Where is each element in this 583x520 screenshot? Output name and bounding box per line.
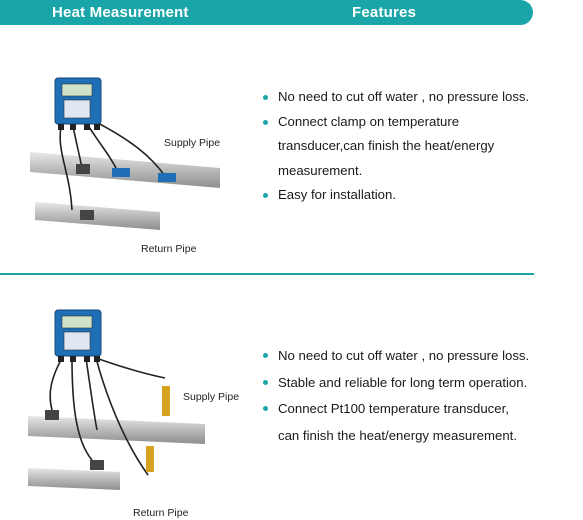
feature-item: Connect Pt100 temperature transducer, can finish the heat/energy measurement. bbox=[262, 396, 529, 449]
supply-pipe-label: Supply Pipe bbox=[164, 137, 221, 149]
temperature-transducer bbox=[112, 168, 130, 177]
return-pipe-label: Return Pipe bbox=[141, 243, 197, 255]
flow-transducer bbox=[45, 410, 59, 420]
feature-list-1 bbox=[262, 85, 529, 208]
feature-item: Connect clamp on temperature transducer,can finish the heat/energy measurement. bbox=[262, 110, 529, 184]
feature-item: Stable and reliable for long term operation. bbox=[262, 370, 529, 397]
return-pipe bbox=[35, 202, 160, 230]
flow-transducer bbox=[76, 164, 90, 174]
supply-pipe-label: Supply Pipe bbox=[183, 391, 240, 403]
feature-list-2 bbox=[262, 343, 529, 449]
header-bar bbox=[0, 0, 533, 25]
return-pipe bbox=[28, 468, 120, 490]
return-transducer bbox=[90, 460, 104, 470]
temperature-transducer bbox=[158, 173, 176, 182]
feature-item: No need to cut off water , no pressure loss. bbox=[262, 85, 529, 110]
pt100-sensor bbox=[146, 446, 154, 472]
flow-meter-device bbox=[55, 78, 101, 130]
features-title: Features bbox=[352, 4, 417, 21]
clamp-on-installation-illustration bbox=[0, 60, 255, 265]
feature-item: Easy for installation. bbox=[262, 183, 529, 208]
flow-meter-device bbox=[55, 310, 101, 362]
feature-item: No need to cut off water , no pressure loss. bbox=[262, 343, 529, 370]
return-pipe-label: Return Pipe bbox=[133, 507, 189, 519]
supply-pipe bbox=[28, 416, 205, 444]
return-transducer bbox=[80, 210, 94, 220]
heat-measurement-title: Heat Measurement bbox=[52, 4, 189, 21]
pt100-installation-illustration bbox=[0, 300, 255, 510]
section-divider bbox=[0, 273, 534, 275]
pt100-sensor bbox=[162, 386, 170, 416]
